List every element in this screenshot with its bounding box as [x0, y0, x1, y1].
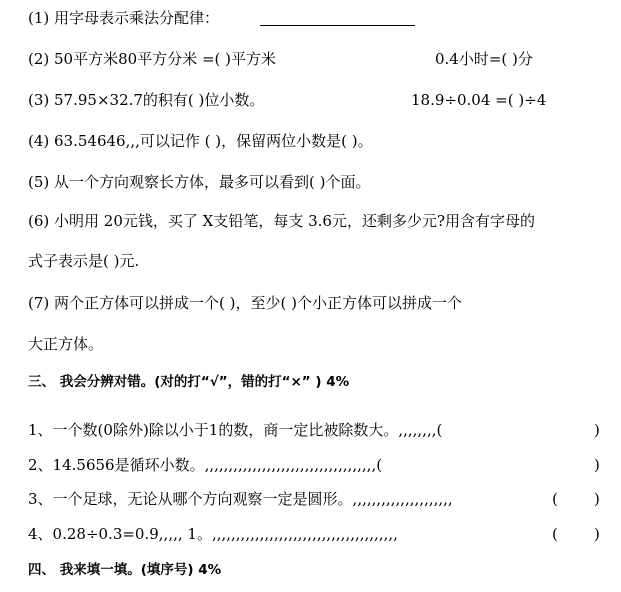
- question-7-text-b: 大正方体。: [28, 335, 104, 353]
- question-6-text-a: (6) 小明用 20元钱，买了 X支铅笔，每支 3.6元，还剩多少元?用含有字母的: [28, 212, 535, 230]
- judge-answer-close: ): [594, 421, 600, 439]
- judge-answer-open: (: [552, 525, 558, 543]
- question-3-part-a: (3) 57.95×32.7的积有( )位小数。: [28, 91, 265, 109]
- question-6-text-b: 式子表示是( )元.: [28, 252, 140, 270]
- question-1-text: (1) 用字母表示乘法分配律：: [28, 9, 220, 27]
- question-7-text-a: (7) 两个正方体可以拼成一个( )，至少( )个小正方体可以拼成一个: [28, 294, 462, 312]
- question-2-part-b: 0.4小时=( )分: [435, 50, 533, 68]
- answer-blank-line: [260, 25, 415, 26]
- question-5-text: (5) 从一个方向观察长方体，最多可以看到( )个面。: [28, 173, 371, 191]
- judge-item-text: 4、0.28÷0.3=0.9,,,,, 1。,,,,,,,,,,,,,,,,,,,,,,,,,,,,,,,,,,,,,,,: [28, 525, 398, 543]
- section-3-title: 三、 我会分辨对错。(对的打“√”，错的打“×” ) 4%: [28, 374, 350, 390]
- section-4-title: 四、 我来填一填。(填序号) 4%: [28, 562, 222, 578]
- judge-answer-close: ): [594, 490, 600, 508]
- judge-answer-open: (: [552, 490, 558, 508]
- judge-answer-close: ): [594, 525, 600, 543]
- judge-item-text: 2、14.5656是循环小数。,,,,,,,,,,,,,,,,,,,,,,,,,,,,,,,,,,,,(: [28, 456, 383, 474]
- judge-item-text: 3、一个足球，无论从哪个方向观察一定是圆形。,,,,,,,,,,,,,,,,,,,,,: [28, 490, 453, 508]
- question-4-text: (4) 63.54646,,,可以记作 ( )，保留两位小数是( )。: [28, 132, 373, 150]
- judge-answer-close: ): [594, 456, 600, 474]
- question-3-part-b: 18.9÷0.04 =( )÷4: [411, 91, 547, 109]
- judge-item-text: 1、一个数(0除外)除以小于1的数，商一定比被除数大。,,,,,,,,(: [28, 421, 443, 439]
- question-2-part-a: (2) 50平方米80平方分米 =( )平方米: [28, 50, 276, 68]
